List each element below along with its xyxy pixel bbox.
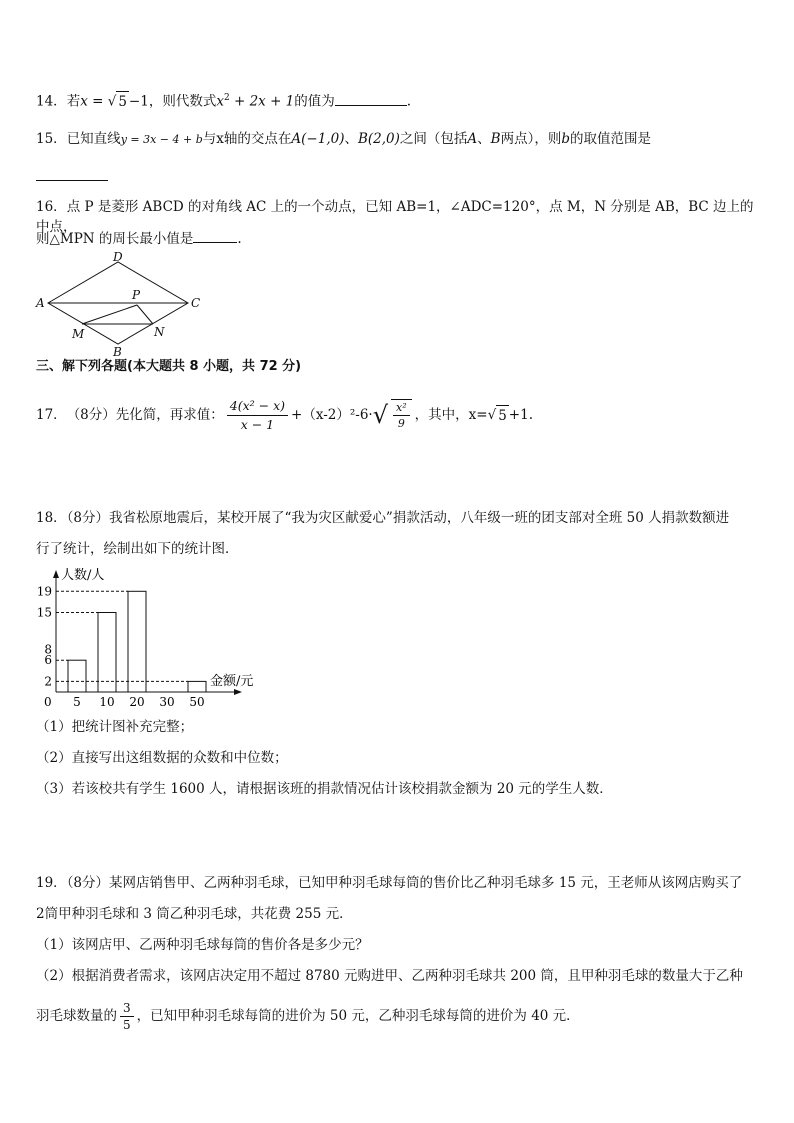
x-axis-arrow: [234, 689, 242, 695]
question-number: 19．: [36, 875, 67, 891]
bar: [98, 613, 116, 693]
y-tick-label: 2: [44, 674, 52, 689]
separator: 、: [344, 131, 358, 147]
question-text: +1.: [508, 407, 533, 423]
question-text: （8分）某网店销售甲、乙两种羽毛球，已知甲种羽毛球每筒的售价比乙种羽毛球多 15 元，王老师从该网店购买了: [66, 875, 743, 891]
sqrt-denominator: 9: [397, 417, 405, 430]
q18-item-2: （2）直接写出这组数据的众数和中位数；: [36, 750, 288, 766]
period: .: [406, 93, 412, 110]
fraction: [227, 397, 288, 434]
bar-chart: [30, 560, 270, 710]
point-a: A(−1,0): [291, 131, 345, 147]
question-number: 18．: [36, 510, 67, 526]
question-text: 羽毛球数量的: [36, 1008, 117, 1024]
section-heading: 三、解下列各题(本大题共 8 小题，共 72 分): [36, 359, 302, 374]
sqrt-fraction: [391, 399, 412, 431]
label-n: N: [154, 325, 165, 339]
fraction-denominator: 5: [123, 1017, 131, 1032]
question-text: 的值为: [294, 93, 335, 110]
label-p: P: [132, 288, 141, 302]
var-b: b: [561, 131, 570, 147]
question-text: 则△MPN 的周长最小值是: [36, 231, 194, 247]
q18-item-1: （1）把统计图补充完整；: [36, 719, 194, 735]
question-16-line2: [36, 228, 758, 249]
question-18-line2: 行了统计，绘制出如下的统计图．: [36, 541, 239, 557]
y-tick-label: 6: [44, 653, 52, 668]
question-number: 16．: [36, 199, 67, 215]
question-text: 点 P 是菱形 ABCD 的对角线 AC 上的一个动点，已知 AB=1，∠ADC=120°，点 M，N 分别是 AB，BC 边上的中点，: [36, 199, 754, 235]
q19-line4: [36, 996, 758, 1036]
minus-one: −1: [128, 93, 149, 110]
question-number: 14．: [36, 93, 67, 110]
point-a-label: A: [467, 131, 478, 147]
fraction-numerator: 3: [120, 1000, 134, 1017]
radicand: 5: [496, 405, 509, 426]
question-text: ，则代数式: [148, 93, 217, 110]
question-text: ，已知甲种羽毛球每筒的进价为 50 元，乙种羽毛球每筒的进价为 40 元．: [136, 1008, 580, 1024]
question-19-line2: 2筒甲种羽毛球和 3 筒乙种羽毛球，共花费 255 元．: [36, 906, 353, 922]
y-tick-label: 15: [36, 605, 52, 620]
equals: =: [87, 93, 108, 110]
q18-item-3: （3）若该校共有学生 1600 人，请根据该班的捐款情况估计该校捐款金额为 20 元的学生人数．: [36, 781, 613, 797]
expr-rest: + 2x + 1: [229, 93, 295, 110]
label-c: C: [191, 296, 201, 310]
label-m: M: [72, 327, 85, 341]
question-text: 已知直线: [66, 131, 121, 147]
label-b: B: [113, 345, 122, 359]
expr-x: x: [216, 93, 224, 110]
fraction: [120, 1000, 134, 1033]
bar: [68, 660, 86, 692]
sqrt-symbol: √: [372, 401, 389, 429]
segment-pn: [137, 305, 153, 324]
x-tick-label: 50: [189, 695, 205, 709]
exponent: 2: [223, 93, 230, 103]
question-number: 17．: [36, 407, 67, 423]
question-text: ，其中，x=: [414, 407, 488, 423]
answer-blank[interactable]: [335, 91, 407, 106]
question-14: [36, 88, 758, 112]
question-text: （8分）我省松原地震后，某校开展了“我为灾区献爱心”捐款活动，八年级一班的团支部对全班 50 人捐款数额进: [66, 510, 730, 526]
x-tick-label: 20: [129, 695, 145, 709]
q19-item-2: （2）根据消费者需求，该网店决定用不超过 8780 元购进甲、乙两种羽毛球共 200 筒，且甲种羽毛球的数量大于乙种: [36, 968, 743, 984]
question-number: 15．: [36, 131, 67, 147]
answer-blank[interactable]: [193, 228, 237, 243]
label-d: D: [113, 250, 123, 264]
radicand: 5: [116, 91, 129, 112]
label-a: A: [36, 296, 45, 310]
question-15: [36, 129, 758, 150]
question-text: 的取值范围是: [570, 131, 651, 147]
y-tick-label: 19: [36, 584, 52, 599]
period: .: [237, 231, 242, 247]
x-tick-label: 10: [99, 695, 115, 709]
separator: 、: [477, 131, 491, 147]
line-equation: y = 3x − 4 + b: [120, 133, 203, 146]
x-tick-label: 5: [73, 695, 81, 709]
question-text: （8分）先化简，再求值：: [66, 407, 224, 423]
question-text: 与x轴的交点在: [202, 131, 292, 147]
y-tick-label: 8: [44, 642, 52, 657]
bar: [188, 681, 206, 692]
y-axis-arrow: [53, 570, 59, 578]
bar: [128, 591, 146, 692]
segment-mp: [82, 305, 137, 324]
question-18: [36, 508, 758, 528]
rhombus-figure: [30, 248, 210, 360]
question-text: 之间（包括: [399, 131, 468, 147]
question-text: 若: [66, 93, 81, 110]
origin-label: 0: [44, 695, 52, 709]
fraction-numerator: 4(x² − x): [227, 397, 288, 416]
q19-item-1: （1）该网店甲、乙两种羽毛球每筒的售价各是多少元？: [36, 937, 369, 953]
var-x: x: [80, 93, 88, 110]
point-b: B(2,0): [357, 131, 400, 147]
question-19: [36, 873, 758, 893]
x-axis-label: 金额/元: [210, 674, 254, 689]
point-b-label: B: [490, 131, 501, 147]
x-tick-label: 30: [159, 695, 175, 709]
question-text: +（x-2）²-6·: [291, 407, 373, 423]
sqrt-numerator: x²: [393, 400, 410, 416]
y-axis-label: 人数/人: [61, 568, 105, 583]
answer-blank[interactable]: [36, 166, 108, 181]
question-17: [36, 390, 758, 440]
sqrt-symbol: √: [487, 407, 497, 423]
fraction-denominator: x − 1: [240, 416, 275, 432]
sqrt-symbol: √: [107, 93, 117, 110]
question-text: 两点），则: [500, 131, 562, 147]
